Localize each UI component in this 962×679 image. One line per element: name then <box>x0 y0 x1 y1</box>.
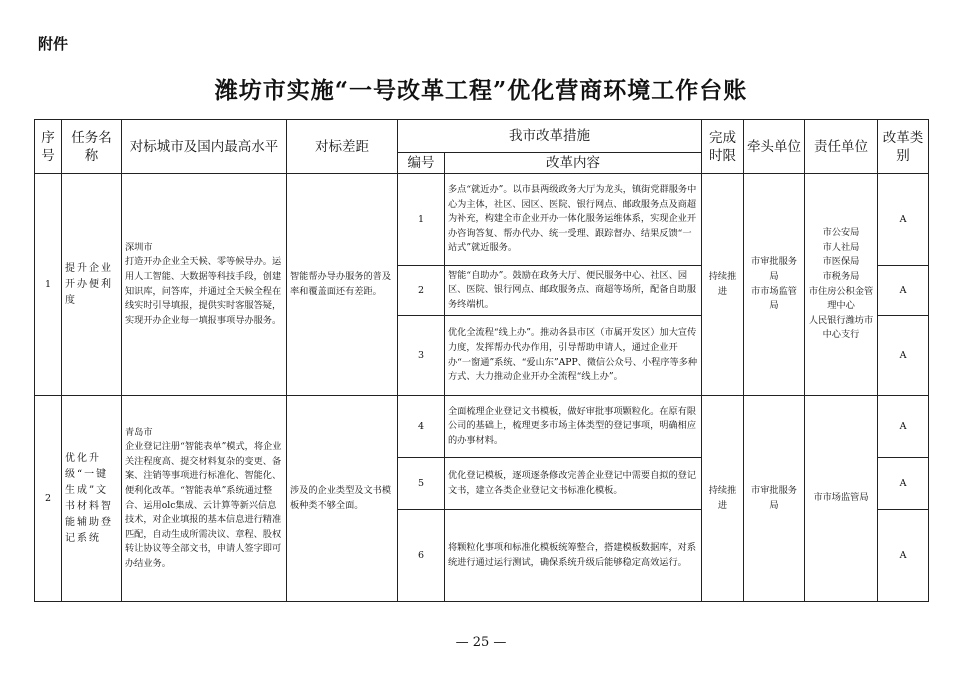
header-category: 改革类别 <box>878 120 929 174</box>
document-title: 潍坊市实施“一号改革工程”优化营商环境工作台账 <box>214 77 748 104</box>
seq-cell: 1 <box>35 174 62 396</box>
measure-content-cell: 将颗粒化事项和标准化模板统筹整合，搭建模板数据库，对系统进行通过运行测试，确保系统升级后能够稳定高效运行。 <box>445 510 702 602</box>
measure-no-cell: 5 <box>398 458 445 510</box>
header-task: 任务名称 <box>62 120 122 174</box>
measure-content-cell: 智能“自助办”。鼓励在政务大厅、便民服务中心、社区、园区、医院、银行网点、邮政服务点、商超等场所，配备自助服务终端机。 <box>445 266 702 316</box>
lead-text: 市审批服务局 市市场监管局 <box>751 256 797 312</box>
category-cell: A <box>878 316 929 396</box>
measure-no-cell: 2 <box>398 266 445 316</box>
lead-cell <box>744 174 805 396</box>
task-cell: 优化升级“一键生成”文书材料智能辅助登记系统 <box>62 396 122 602</box>
benchmark-cell <box>122 174 287 396</box>
header-gap: 对标差距 <box>287 120 398 174</box>
header-benchmark: 对标城市及国内最高水平 <box>122 120 287 174</box>
responsible-text: 市公安局 市人社局 市医保局 市税务局 市住房公积金管理中心 人民银行潍坊市中心支行 <box>808 227 874 341</box>
header-measure-no: 编号 <box>398 153 445 174</box>
category-cell: A <box>878 510 929 602</box>
attachment-label: 附件 <box>38 35 69 53</box>
header-responsible: 责任单位 <box>805 120 878 174</box>
measure-content-cell: 多点“就近办”。以市县两级政务大厅为龙头，镇街党群服务中心为主体，社区、园区、医院、银行网点、邮政服务点及商超为补充，构建全市企业开办一体化服务运维体系，实现企业开办咨询答复、帮办代办、统一受理、跟踪督办、结果反馈“一站式”就近服务。 <box>445 174 702 266</box>
measure-content-cell: 优化登记模板，逐项逐条修改完善企业登记中需要自拟的登记文书，建立各类企业登记文书标准化模板。 <box>445 458 702 510</box>
lead-text: 市审批服务局 <box>751 484 797 511</box>
header-seq: 序号 <box>35 120 62 174</box>
table-row <box>35 174 929 266</box>
benchmark-text: 深圳市 打造开办企业全天候、零等候导办。运用人工智能、大数据等科技手段，创建知识库，问答库，并通过全天候全程在线实时引导填报，提供实时客服答疑，实现开办企业每一填报事项导办服务。 <box>125 241 282 326</box>
category-cell: A <box>878 396 929 458</box>
page-number: — 25 — <box>455 635 507 650</box>
lead-cell <box>744 396 805 602</box>
table-row <box>35 396 929 458</box>
measure-no-cell: 6 <box>398 510 445 602</box>
measure-no-cell: 3 <box>398 316 445 396</box>
measure-content-cell: 优化全流程“线上办”。推动各县市区（市属开发区）加大宣传力度，发挥帮办代办作用，引导帮助申请人，通过企业开办“一窗通”系统、“爱山东”APP、微信公众号、小程序等多种方式、大力推动企业开办全流程“线上办”。 <box>445 316 702 396</box>
header-measure-content: 改革内容 <box>445 153 702 174</box>
gap-cell: 智能帮办导办服务的普及率和覆盖面还有差距。 <box>287 174 398 396</box>
responsible-cell <box>805 396 878 602</box>
gap-cell: 涉及的企业类型及文书模板种类不够全面。 <box>287 396 398 602</box>
header-measures: 我市改革措施 <box>398 120 702 153</box>
header-deadline: 完成时限 <box>702 120 744 174</box>
seq-cell: 2 <box>35 396 62 602</box>
responsible-text: 市市场监管局 <box>813 492 869 504</box>
deadline-cell: 持续推进 <box>702 174 744 396</box>
header-row <box>35 120 929 153</box>
benchmark-text: 青岛市 企业登记注册“智能表单”模式，将企业关注程度高、提交材料复杂的变更、备案、注销等事项进行标准化、智能化、便利化改革。“智能表单”系统通过整合、运用olc集成、云计算等新兴信息技术，对企业填报的基本信息进行精准匹配，自动生成所需决议、章程、股权转让协议等全部文书，申请人签字即可办结业务。 <box>125 426 282 569</box>
header-lead: 牵头单位 <box>744 120 805 174</box>
category-cell: A <box>878 174 929 266</box>
ledger-table <box>34 119 929 602</box>
responsible-cell <box>805 174 878 396</box>
category-cell: A <box>878 458 929 510</box>
benchmark-cell <box>122 396 287 602</box>
measure-no-cell: 4 <box>398 396 445 458</box>
deadline-cell: 持续推进 <box>702 396 744 602</box>
task-cell: 提升企业开办便利度 <box>62 174 122 396</box>
measure-content-cell: 全面梳理企业登记文书模板，做好审批事项颗粒化。在原有限公司的基础上，梳理更多市场主体类型的登记事项，明确相应的办事材料。 <box>445 396 702 458</box>
category-cell: A <box>878 266 929 316</box>
measure-no-cell: 1 <box>398 174 445 266</box>
